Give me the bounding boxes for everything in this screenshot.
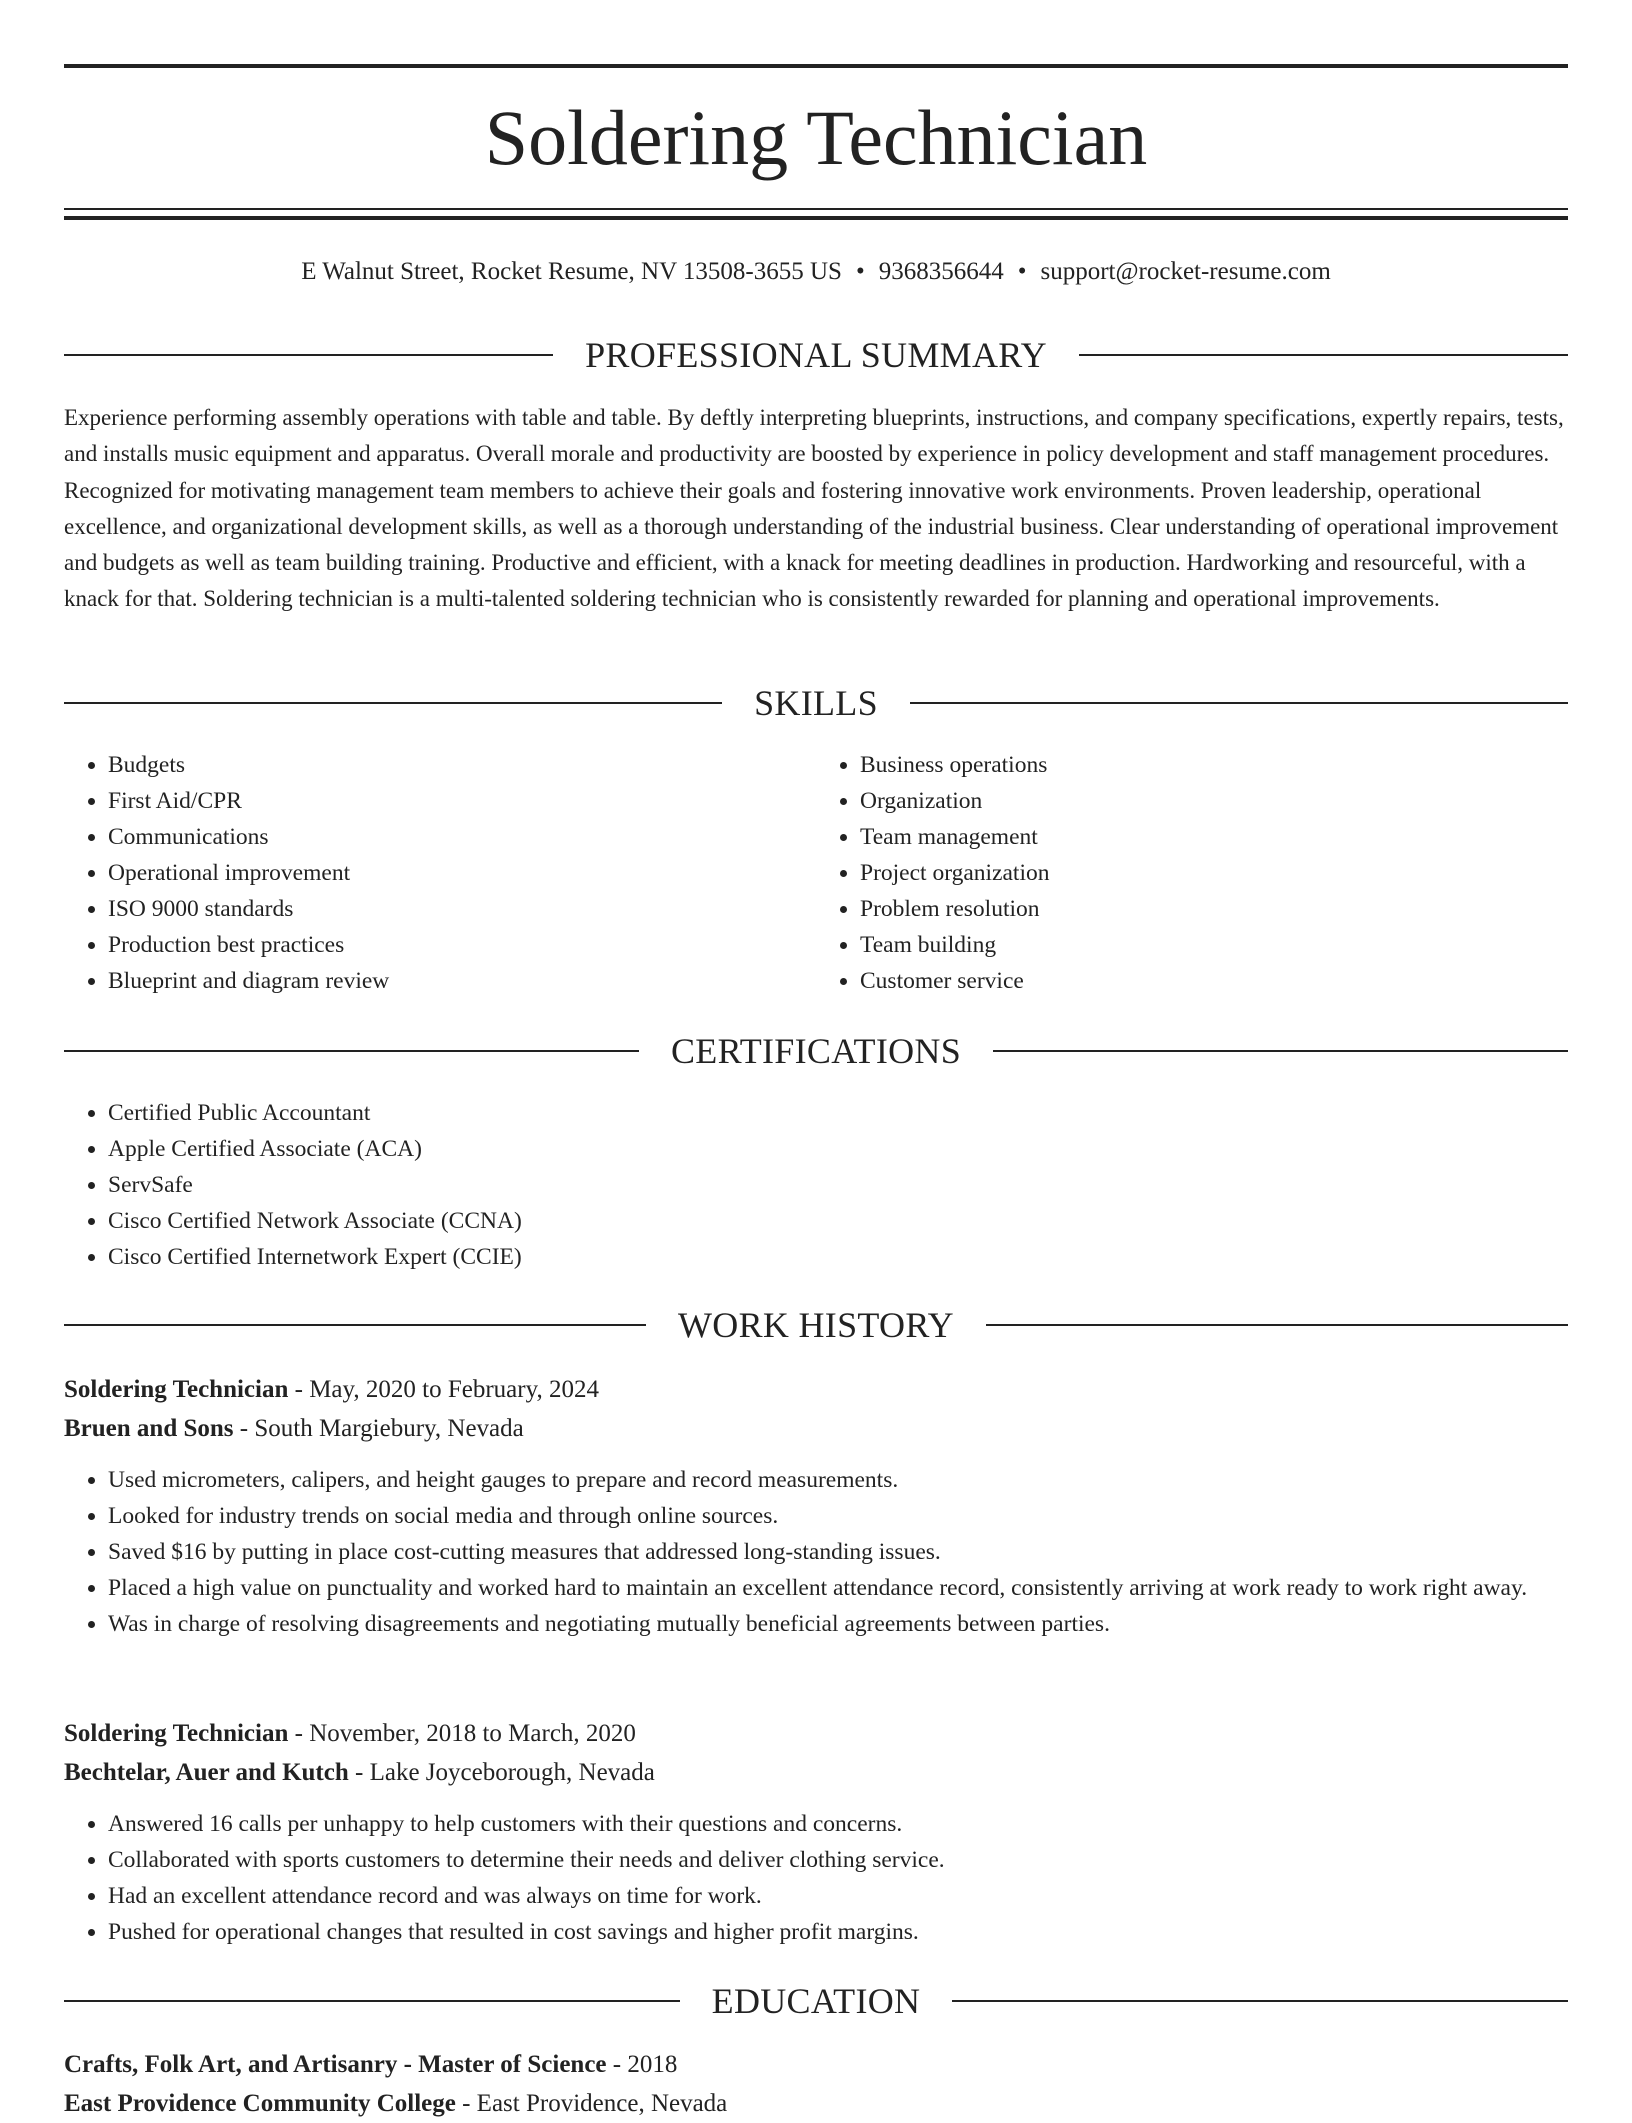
job-title-line <box>64 1714 1568 1753</box>
job-company-line <box>64 1409 1568 1448</box>
job-bullet: • Used micrometers, calipers, and height gauges to prepare and record measurements. <box>108 1462 1568 1498</box>
education-location: - East Providence, Nevada <box>455 2090 728 2117</box>
job-company-line <box>64 1753 1568 1792</box>
contact-line <box>64 252 1568 292</box>
section-header-summary <box>64 333 1568 377</box>
job-location: - South Margiebury, Nevada <box>233 1415 524 1442</box>
certification-item: • ServSafe <box>108 1167 1568 1203</box>
education-school-line <box>64 2084 1568 2123</box>
skill-item: • Operational improvement <box>108 855 816 891</box>
skill-item: • Team management <box>860 819 1568 855</box>
section-rule <box>64 1324 646 1326</box>
education-school: East Providence Community College <box>64 2090 456 2117</box>
section-rule <box>64 354 553 356</box>
skill-item: • Team building <box>860 927 1568 963</box>
section-title-education: EDUCATION <box>711 1981 921 2021</box>
job-title: Soldering Technician <box>64 1720 289 1747</box>
certifications-list <box>64 1095 1568 1275</box>
certification-item: • Cisco Certified Network Associate (CCNA) <box>108 1203 1568 1239</box>
skills-list-right <box>816 747 1568 999</box>
top-rule <box>64 64 1568 68</box>
job-title: Soldering Technician <box>64 1376 289 1403</box>
skill-item: • Production best practices <box>108 927 816 963</box>
job-bullet: • Had an excellent attendance record and was always on time for work. <box>108 1878 1568 1914</box>
section-title-summary: PROFESSIONAL SUMMARY <box>585 335 1047 375</box>
job-bullet: • Collaborated with sports customers to determine their needs and deliver clothing service. <box>108 1842 1568 1878</box>
contact-address: E Walnut Street, Rocket Resume, NV 13508-3655 US <box>301 258 842 285</box>
contact-separator: • <box>855 258 865 285</box>
contact-email: support@rocket-resume.com <box>1040 258 1331 285</box>
section-header-work-history <box>64 1303 1568 1347</box>
education-entry <box>64 2045 1568 2123</box>
certification-item: • Apple Certified Associate (ACA) <box>108 1131 1568 1167</box>
contact-separator: • <box>1017 258 1027 285</box>
skill-item: • Blueprint and diagram review <box>108 963 816 999</box>
section-rule <box>64 702 722 704</box>
skill-item: • Customer service <box>860 963 1568 999</box>
section-header-education <box>64 1979 1568 2023</box>
skill-item: • Organization <box>860 783 1568 819</box>
professional-summary-text: Experience performing assembly operations with table and table. By deftly interpreting blueprints, instructions, and company specifications, expertly repairs, tests, and installs music equipment and apparatus. Overall morale and productivity are boosted by experience in policy development and staff management procedures. Recognized for motivating management team members to achieve their goals and fostering innovative work environments. Proven leadership, operational excellence, and organizational development skills, as well as a thorough understanding of the industrial business. Clear understanding of operational improvement and budgets as well as team building training. Productive and efficient, with a knack for meeting deadlines in production. Hardworking and resourceful, with a knack for that. Soldering technician is a multi-talented soldering technician who is consistently rewarded for planning and operational improvements. <box>64 405 1564 612</box>
education-degree-line <box>64 2045 1568 2084</box>
job-dates: - November, 2018 to March, 2020 <box>288 1720 636 1747</box>
certification-item: • Cisco Certified Internetwork Expert (CCIE) <box>108 1239 1568 1275</box>
certifications-block <box>64 1095 1568 1275</box>
section-title-certifications: CERTIFICATIONS <box>670 1031 962 1071</box>
job-location: - Lake Joyceborough, Nevada <box>348 1759 655 1786</box>
skill-item: • Project organization <box>860 855 1568 891</box>
section-header-skills <box>64 681 1568 725</box>
job-bullet: • Looked for industry trends on social media and through online sources. <box>108 1498 1568 1534</box>
contact-phone: 9368356644 <box>878 258 1004 285</box>
job-bullet: • Saved $16 by putting in place cost-cutting measures that addressed long-standing issues. <box>108 1534 1568 1570</box>
skill-item: • Problem resolution <box>860 891 1568 927</box>
skills-list-left <box>64 747 816 999</box>
skill-item: • Business operations <box>860 747 1568 783</box>
resume-title: Soldering Technician <box>484 94 1148 181</box>
section-rule <box>910 702 1568 704</box>
section-title-work-history: WORK HISTORY <box>678 1305 954 1345</box>
section-rule <box>64 2000 680 2002</box>
section-rule <box>952 2000 1568 2002</box>
job-title-line <box>64 1370 1568 1409</box>
job-bullet: • Was in charge of resolving disagreements and negotiating mutually beneficial agreements between parties. <box>108 1606 1568 1642</box>
job-entry <box>64 1714 1568 1950</box>
section-rule <box>64 1050 639 1052</box>
certification-item: • Certified Public Accountant <box>108 1095 1568 1131</box>
skill-item: • First Aid/CPR <box>108 783 816 819</box>
skills-columns <box>64 747 1568 999</box>
section-title-skills: SKILLS <box>754 683 878 723</box>
education-year: - 2018 <box>606 2051 678 2078</box>
job-company: Bechtelar, Auer and Kutch <box>64 1759 349 1786</box>
skill-item: • Budgets <box>108 747 816 783</box>
job-dates: - May, 2020 to February, 2024 <box>288 1376 599 1403</box>
job-bullet: • Placed a high value on punctuality and worked hard to maintain an excellent attendance record, consistently arriving at work ready to work right away. <box>108 1570 1568 1606</box>
section-header-certifications <box>64 1029 1568 1073</box>
skill-item: • Communications <box>108 819 816 855</box>
job-bullets <box>64 1806 1568 1950</box>
education-degree: Crafts, Folk Art, and Artisanry - Master of Science <box>64 2051 607 2078</box>
job-bullets <box>64 1462 1568 1642</box>
skill-item: • ISO 9000 standards <box>108 891 816 927</box>
section-rule <box>1079 354 1568 356</box>
job-bullet: • Pushed for operational changes that resulted in cost savings and higher profit margins. <box>108 1914 1568 1950</box>
job-company: Bruen and Sons <box>64 1415 234 1442</box>
section-rule <box>993 1050 1568 1052</box>
title-double-rule <box>64 208 1568 220</box>
job-bullet: • Answered 16 calls per unhappy to help customers with their questions and concerns. <box>108 1806 1568 1842</box>
job-entry <box>64 1370 1568 1642</box>
section-rule <box>986 1324 1568 1326</box>
